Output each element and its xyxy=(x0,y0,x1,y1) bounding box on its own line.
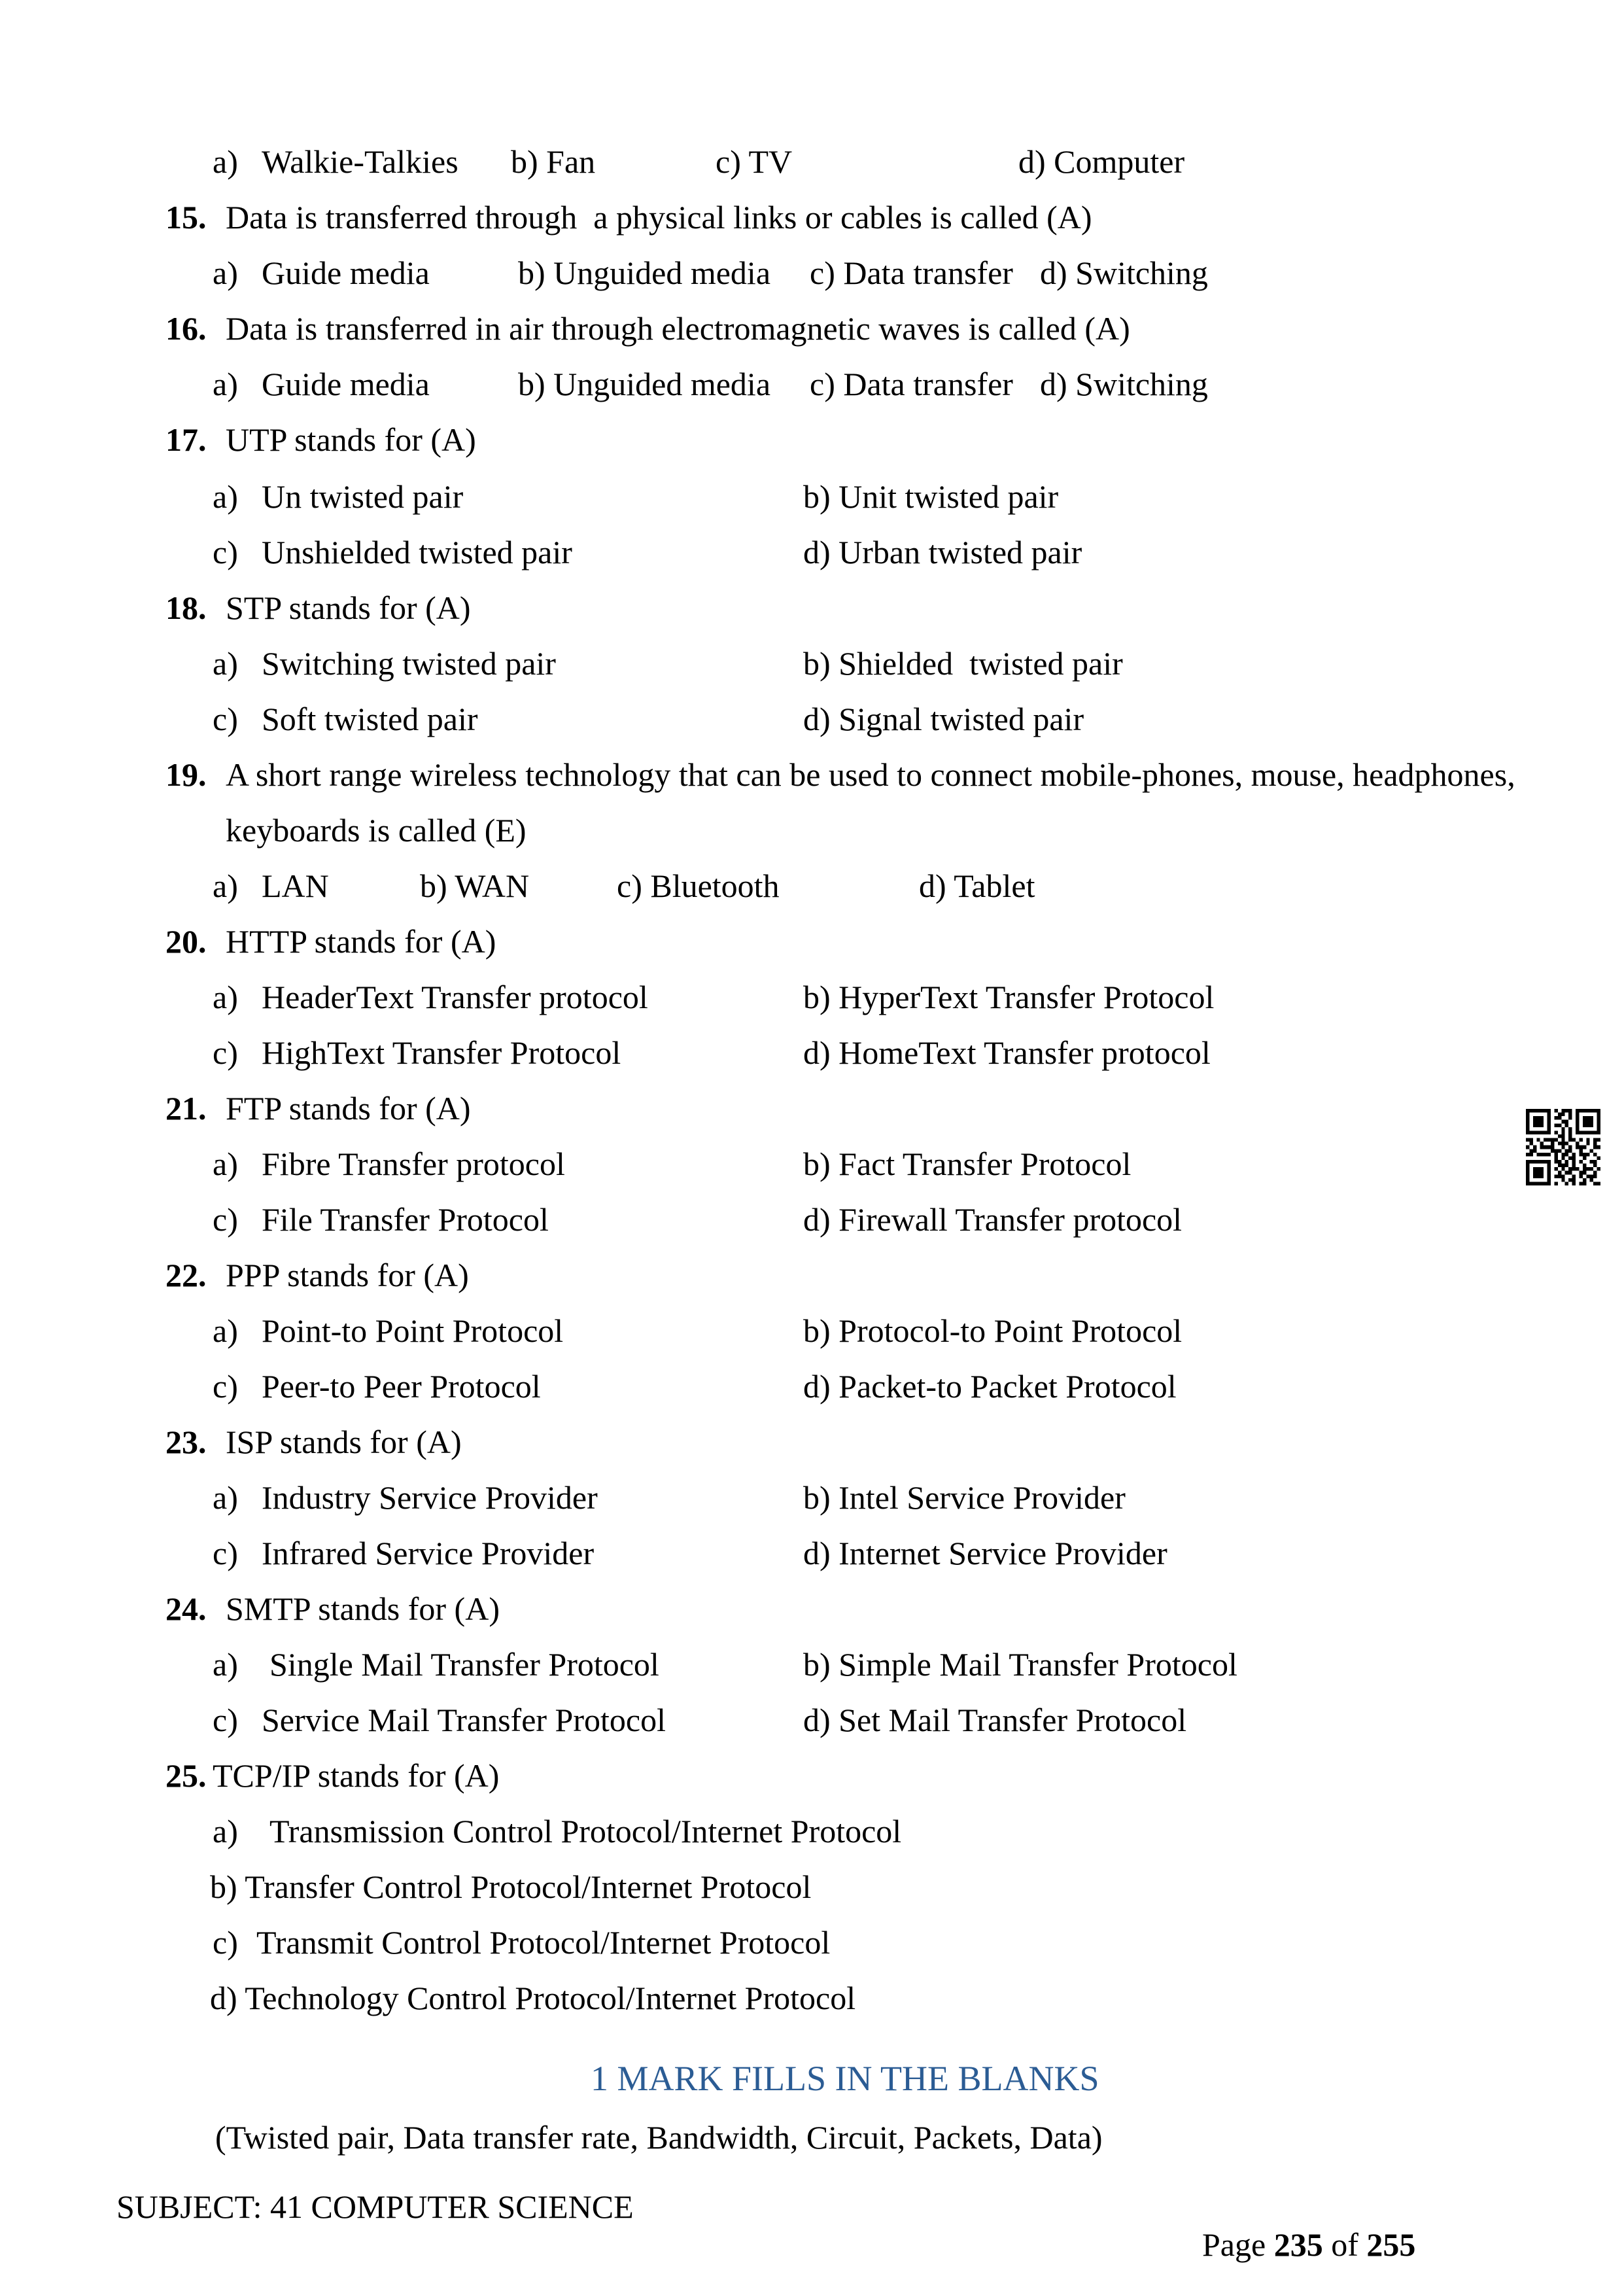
q19-line2-text-0: keyboards is called (E) xyxy=(226,812,527,849)
q24-options-cd-text-2: d) Set Mail Transfer Protocol xyxy=(803,1702,1187,1738)
q15-options-text-1: Guide media xyxy=(262,254,430,291)
q21-options-ab-text-1: Fibre Transfer protocol xyxy=(262,1146,565,1182)
q24-options-ab-text-1: Single Mail Transfer Protocol xyxy=(269,1646,659,1683)
q25-text-0: 25. xyxy=(165,1757,207,1794)
q21-options-cd-text-1: File Transfer Protocol xyxy=(262,1201,549,1238)
q21-options-cd-text-0: c) xyxy=(213,1201,238,1238)
q17-options-ab-text-1: Un twisted pair xyxy=(262,478,464,515)
q18-text-0: 18. xyxy=(165,589,207,626)
qr-code xyxy=(1526,1109,1600,1185)
q19-line2 xyxy=(0,811,1624,852)
q19-options-text-2: b) WAN xyxy=(420,867,530,904)
q15-options-text-2: b) Unguided media xyxy=(518,254,771,291)
q14-options-text-4: d) Computer xyxy=(1018,143,1185,180)
q20-options-ab-text-0: a) xyxy=(213,979,238,1015)
q23-options-cd-text-2: d) Internet Service Provider xyxy=(803,1535,1167,1571)
q17-options-ab-text-0: a) xyxy=(213,478,238,515)
q18-options-ab-text-2: b) Shielded twisted pair xyxy=(803,645,1123,682)
q25-option-a-text-0: a) xyxy=(213,1813,238,1849)
q20-text-1: HTTP stands for (A) xyxy=(226,923,496,960)
q19-options-text-4: d) Tablet xyxy=(919,867,1035,904)
q19-line1-text-1: A short range wireless technology that can be used to connect mobile-phones, mouse, headphones, xyxy=(226,756,1515,793)
q22-options-cd-text-0: c) xyxy=(213,1368,238,1405)
q20-options-cd-text-0: c) xyxy=(213,1034,238,1071)
q25-option-a xyxy=(0,1812,1624,1853)
q16-options-text-4: d) Switching xyxy=(1040,366,1208,402)
q24-options-ab-text-2: b) Simple Mail Transfer Protocol xyxy=(803,1646,1237,1683)
footer-page-indicator xyxy=(1153,2188,1415,2295)
q14-options-text-2: b) Fan xyxy=(511,143,596,180)
q23-options-cd xyxy=(0,1534,1624,1575)
q14-options-text-1: Walkie-Talkies xyxy=(262,143,458,180)
q18-options-cd-text-1: Soft twisted pair xyxy=(262,701,478,737)
q22 xyxy=(0,1256,1624,1297)
q20-options-ab xyxy=(0,978,1624,1019)
q22-text-0: 22. xyxy=(165,1257,207,1293)
q24-options-ab xyxy=(0,1645,1624,1686)
q20-options-ab-text-2: b) HyperText Transfer Protocol xyxy=(803,979,1215,1015)
q22-options-ab-text-0: a) xyxy=(213,1312,238,1349)
q17-options-cd-text-1: Unshielded twisted pair xyxy=(262,534,572,570)
q18-options-cd-text-0: c) xyxy=(213,701,238,737)
q20 xyxy=(0,922,1624,963)
q25-option-d xyxy=(0,1979,1624,2020)
q19-options-text-0: a) xyxy=(213,867,238,904)
q18-options-ab-text-0: a) xyxy=(213,645,238,682)
q22-options-cd xyxy=(0,1367,1624,1408)
q24 xyxy=(0,1590,1624,1630)
q17-options-ab-text-2: b) Unit twisted pair xyxy=(803,478,1059,515)
q22-options-ab-text-1: Point-to Point Protocol xyxy=(262,1312,564,1349)
q18-options-ab xyxy=(0,644,1624,685)
q16-text-0: 16. xyxy=(165,310,207,347)
q25 xyxy=(0,1757,1624,1797)
q23-options-cd-text-0: c) xyxy=(213,1535,238,1571)
q21-options-ab-text-0: a) xyxy=(213,1146,238,1182)
q17-options-cd xyxy=(0,533,1624,574)
q23-options-ab-text-2: b) Intel Service Provider xyxy=(803,1479,1126,1516)
q25-option-a-text-1: Transmission Control Protocol/Internet Protocol xyxy=(269,1813,902,1849)
q18-options-ab-text-1: Switching twisted pair xyxy=(262,645,556,682)
q23-options-ab-text-1: Industry Service Provider xyxy=(262,1479,598,1516)
q19-line1 xyxy=(0,756,1624,796)
q20-options-cd-text-1: HighText Transfer Protocol xyxy=(262,1034,621,1071)
q19-line1-text-0: 19. xyxy=(165,756,207,793)
footer-of-word: of xyxy=(1322,2226,1367,2263)
q17-text-0: 17. xyxy=(165,421,207,458)
q14-options xyxy=(0,143,1624,183)
q23-options-ab-text-0: a) xyxy=(213,1479,238,1516)
footer-page-word: Page xyxy=(1202,2226,1274,2263)
q24-text-1: SMTP stands for (A) xyxy=(226,1590,500,1627)
q18-options-cd-text-2: d) Signal twisted pair xyxy=(803,701,1084,737)
footer-page-number: 235 xyxy=(1273,2226,1323,2263)
q22-options-ab-text-2: b) Protocol-to Point Protocol xyxy=(803,1312,1183,1349)
q16-options-text-2: b) Unguided media xyxy=(518,366,771,402)
q15-options-text-3: c) Data transfer xyxy=(810,254,1013,291)
q16-options-text-1: Guide media xyxy=(262,366,430,402)
q25-text-1: TCP/IP stands for (A) xyxy=(213,1757,500,1794)
q24-options-cd-text-1: Service Mail Transfer Protocol xyxy=(262,1702,666,1738)
q25-option-b xyxy=(0,1868,1624,1908)
q20-options-cd-text-2: d) HomeText Transfer protocol xyxy=(803,1034,1211,1071)
q22-options-ab xyxy=(0,1312,1624,1352)
q17 xyxy=(0,421,1624,461)
q14-options-text-0: a) xyxy=(213,143,238,180)
q24-options-ab-text-0: a) xyxy=(213,1646,238,1683)
q15-options xyxy=(0,254,1624,294)
q25-option-c-text-0: c) xyxy=(213,1924,238,1961)
q19-options xyxy=(0,867,1624,907)
q21-options-ab-text-2: b) Fact Transfer Protocol xyxy=(803,1146,1132,1182)
q20-options-ab-text-1: HeaderText Transfer protocol xyxy=(262,979,648,1015)
q17-options-cd-text-0: c) xyxy=(213,534,238,570)
q19-options-text-3: c) Bluetooth xyxy=(617,867,780,904)
q20-text-0: 20. xyxy=(165,923,207,960)
q25-option-c-text-1: Transmit Control Protocol/Internet Protocol xyxy=(256,1924,831,1961)
section-heading: 1 MARK FILLS IN THE BLANKS xyxy=(591,2059,1099,2098)
footer-total-pages: 255 xyxy=(1366,2226,1416,2263)
q15-text-1: Data is transferred through a physical links or cables is called (A) xyxy=(226,199,1092,236)
q18-options-cd xyxy=(0,700,1624,741)
q15-options-text-4: d) Switching xyxy=(1040,254,1208,291)
q24-options-cd-text-0: c) xyxy=(213,1702,238,1738)
q18 xyxy=(0,589,1624,629)
q17-options-ab xyxy=(0,478,1624,518)
q23-options-cd-text-1: Infrared Service Provider xyxy=(262,1535,595,1571)
q19-options-text-1: LAN xyxy=(262,867,329,904)
q16-options xyxy=(0,365,1624,406)
q23-options-ab xyxy=(0,1479,1624,1519)
q15 xyxy=(0,198,1624,239)
q15-text-0: 15. xyxy=(165,199,207,236)
q21-text-0: 21. xyxy=(165,1090,207,1127)
q16-text-1: Data is transferred in air through electromagnetic waves is called (A) xyxy=(226,310,1130,347)
q25-option-b-text-0: b) Transfer Control Protocol/Internet Protocol xyxy=(210,1868,812,1905)
q20-options-cd xyxy=(0,1034,1624,1074)
q16-options-text-0: a) xyxy=(213,366,238,402)
q15-options-text-0: a) xyxy=(213,254,238,291)
q14-options-text-3: c) TV xyxy=(716,143,793,180)
q17-text-1: UTP stands for (A) xyxy=(226,421,476,458)
q25-option-c xyxy=(0,1923,1624,1964)
q17-options-cd-text-2: d) Urban twisted pair xyxy=(803,534,1082,570)
q21-text-1: FTP stands for (A) xyxy=(226,1090,471,1127)
q23-text-0: 23. xyxy=(165,1424,207,1460)
q21 xyxy=(0,1089,1624,1130)
q24-options-cd xyxy=(0,1701,1624,1742)
q21-options-ab xyxy=(0,1145,1624,1185)
q25-option-d-text-0: d) Technology Control Protocol/Internet Protocol xyxy=(210,1980,856,2016)
q23-text-1: ISP stands for (A) xyxy=(226,1424,462,1460)
footer-subject: SUBJECT: 41 COMPUTER SCIENCE xyxy=(116,2188,634,2225)
q22-options-cd-text-2: d) Packet-to Packet Protocol xyxy=(803,1368,1177,1405)
q16 xyxy=(0,309,1624,350)
q16-options-text-3: c) Data transfer xyxy=(810,366,1013,402)
q21-options-cd xyxy=(0,1200,1624,1241)
q23 xyxy=(0,1423,1624,1463)
q22-text-1: PPP stands for (A) xyxy=(226,1257,469,1293)
word-bank: (Twisted pair, Data transfer rate, Bandwidth, Circuit, Packets, Data) xyxy=(215,2119,1103,2156)
q18-text-1: STP stands for (A) xyxy=(226,589,471,626)
q22-options-cd-text-1: Peer-to Peer Protocol xyxy=(262,1368,541,1405)
q24-text-0: 24. xyxy=(165,1590,207,1627)
q21-options-cd-text-2: d) Firewall Transfer protocol xyxy=(803,1201,1183,1238)
